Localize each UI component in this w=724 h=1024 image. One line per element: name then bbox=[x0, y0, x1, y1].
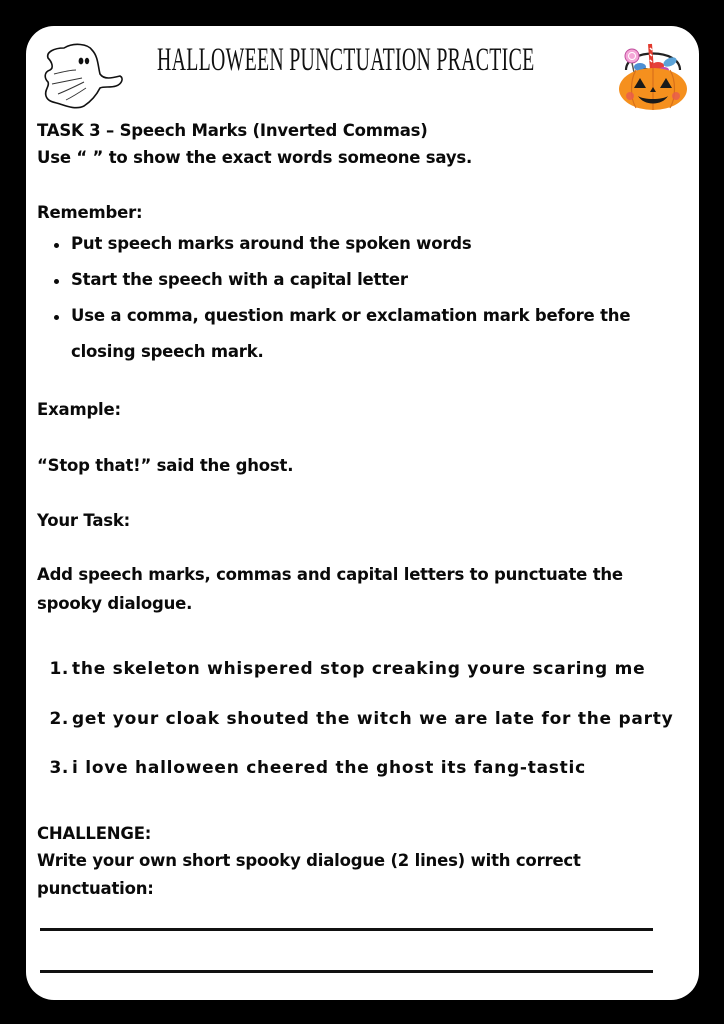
question-sentence: i love halloween cheered the ghost its fang-tastic bbox=[72, 758, 586, 778]
challenge-instruction-continuation: punctuation: bbox=[37, 879, 154, 898]
question-number: 3. bbox=[49, 758, 69, 778]
remember-label: Remember: bbox=[37, 203, 143, 222]
ghost-icon bbox=[40, 40, 126, 110]
question-sentence: the skeleton whispered stop creaking youre scaring me bbox=[72, 659, 646, 679]
remember-bullet: Start the speech with a capital letter bbox=[71, 270, 408, 289]
challenge-label: CHALLENGE: bbox=[37, 824, 152, 843]
task-heading: TASK 3 – Speech Marks (Inverted Commas) bbox=[37, 121, 428, 140]
task-instruction: Use “ ” to show the exact words someone says. bbox=[37, 148, 473, 167]
remember-bullet: Put speech marks around the spoken words bbox=[71, 234, 472, 253]
question-sentence: get your cloak shouted the witch we are late for the party bbox=[72, 709, 674, 729]
your-task-instruction: Add speech marks, commas and capital letters to punctuate the bbox=[37, 565, 623, 584]
answer-line-2[interactable] bbox=[40, 970, 653, 973]
bullet-icon bbox=[54, 279, 59, 284]
bullet-icon bbox=[54, 315, 59, 320]
page-title: HALLOWEEN PUNCTUATION PRACTICE bbox=[157, 42, 535, 78]
example-sentence: “Stop that!” said the ghost. bbox=[37, 456, 294, 475]
question-number: 1. bbox=[49, 659, 69, 679]
your-task-label: Your Task: bbox=[37, 511, 131, 530]
answer-line-1[interactable] bbox=[40, 928, 653, 931]
challenge-instruction: Write your own short spooky dialogue (2 lines) with correct bbox=[37, 851, 581, 870]
jack-o-lantern-candy-bucket-icon bbox=[616, 34, 690, 110]
example-label: Example: bbox=[37, 400, 121, 419]
your-task-instruction-continuation: spooky dialogue. bbox=[37, 594, 193, 613]
remember-bullet-continuation: closing speech mark. bbox=[71, 342, 264, 361]
remember-bullet: Use a comma, question mark or exclamation mark before the bbox=[71, 306, 631, 325]
question-number: 2. bbox=[49, 709, 69, 729]
bullet-icon bbox=[54, 243, 59, 248]
